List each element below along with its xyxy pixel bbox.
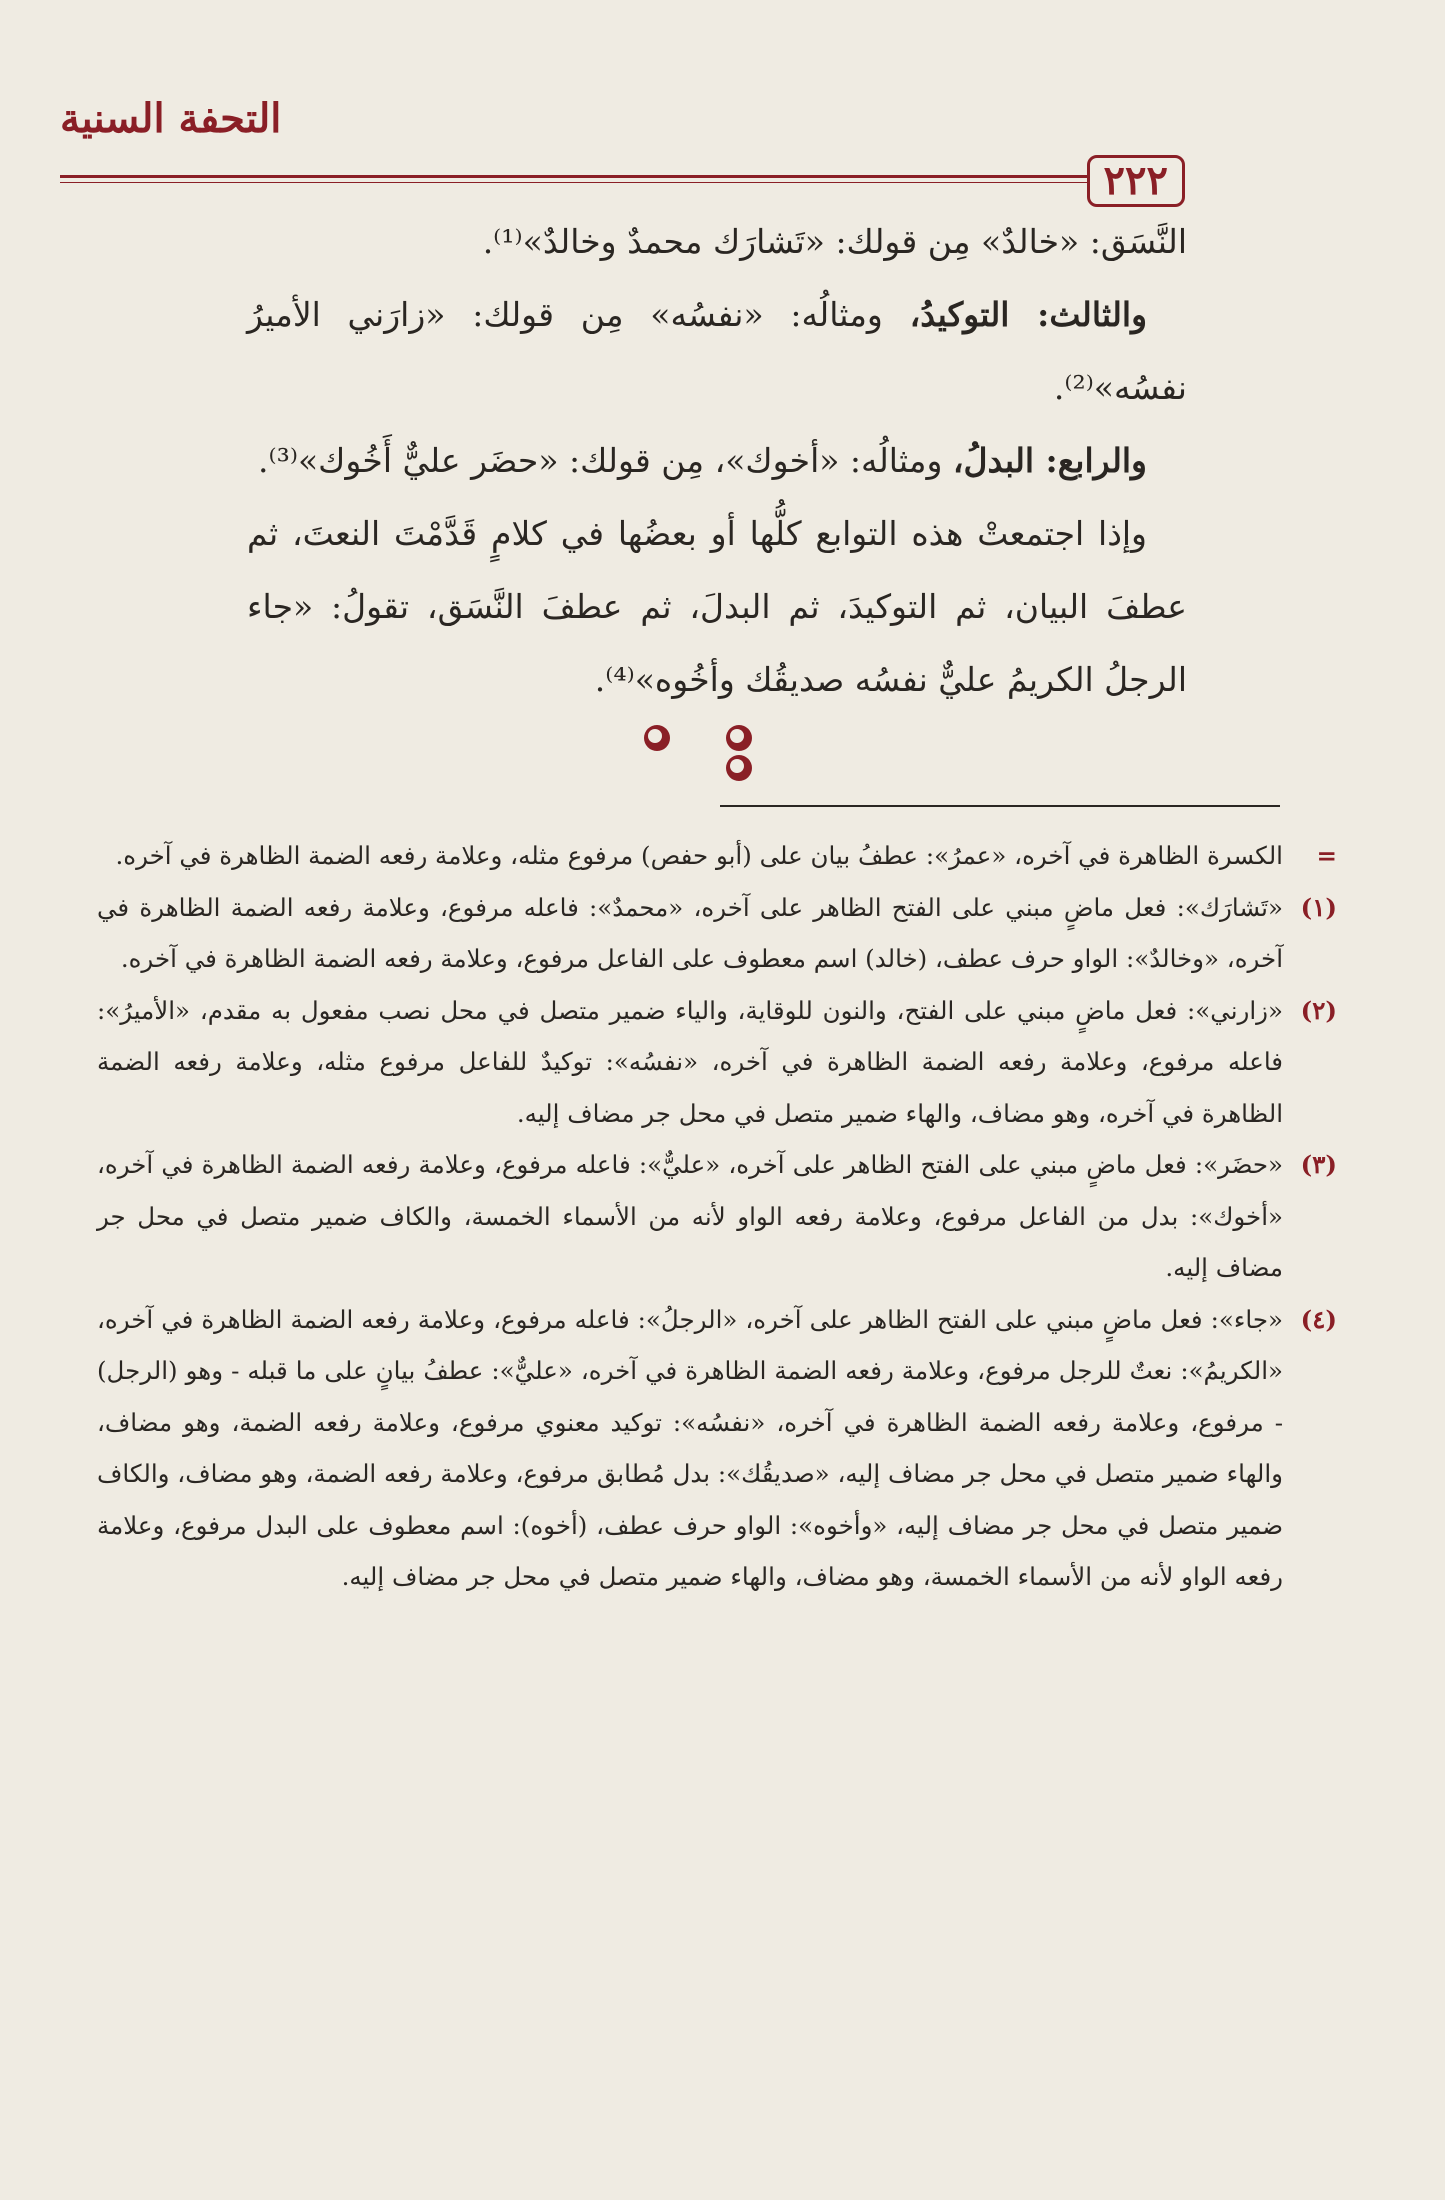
ornament-circle <box>644 725 670 751</box>
badal-text: ومثالُه: «أخوك»، مِن قولك: «حضَر عليٌّ أَخُوك»⁽³⁾. <box>258 441 953 480</box>
footnote-3 <box>97 1139 1337 1294</box>
footnote-text: «حضَر»: فعل ماضٍ مبني على الفتح الظاهر على آخره، «عليٌّ»: فاعله مرفوع، وعلامة رفعه الضمة الظاهرة في آخره، «أخوك»: بدل من الفاعل مرفوع، وعلامة رفعه الواو لأنه من الأسماء الخمسة، والكاف ضمير متصل في محل جر مضاف إليه. <box>97 1150 1283 1282</box>
footnote-rule <box>720 805 1280 807</box>
footnote-text: «تَشارَك»: فعل ماضٍ مبني على الفتح الظاهر على آخره، «محمدٌ»: فاعله مرفوع، وعلامة رفعه الضمة الظاهرة في آخره، «وخالدٌ»: الواو حرف عطف، (خالد) اسم معطوف على الفاعل مرفوع، وعلامة رفعه الضمة الظاهرة في آخره. <box>97 892 1283 973</box>
section-ornament <box>540 725 780 765</box>
paragraph-nasaq: النَّسَق: «خالدٌ» مِن قولك: «تَشارَك محمدٌ وخالدٌ»⁽¹⁾. <box>482 222 1187 261</box>
page-header <box>60 95 1185 204</box>
footnote-text: «زارني»: فعل ماضٍ مبني على الفتح، والنون للوقاية، والياء ضمير متصل في محل نصب مفعول به مقدم، «الأميرُ»: فاعله مرفوع، وعلامة رفعه الضمة الظاهرة في آخره، «نفسُه»: توكيدٌ للفاعل مرفوع مثله، وعلامة رفعه الضمة الظاهرة في آخره، وهو مضاف، والهاء ضمير متصل في محل جر مضاف إليه. <box>97 995 1283 1128</box>
tawkid-text: ومثالُه: «نفسُه» مِن قولك: «زارَني الأميرُ نفسُه»⁽²⁾. <box>247 295 1187 407</box>
paragraph-badal <box>247 424 1187 497</box>
footnote-text: الكسرة الظاهرة في آخره، «عمرُ»: عطفُ بيان على (أبو حفص) مرفوع مثله، وعلامة رفعه الضمة الظاهرة في آخره. <box>115 841 1283 870</box>
main-text <box>247 205 1187 716</box>
footnote-mark: = <box>1316 841 1337 870</box>
tawkid-heading: والثالث: التوكيدُ، <box>909 295 1147 334</box>
paragraph-order: وإذا اجتمعتْ هذه التوابع كلُّها أو بعضُها في كلامٍ قَدَّمْتَ النعتَ، ثم عطفَ البيان، ثم التوكيدَ، ثم البدلَ، ثم عطفَ النَّسَق، تقولُ: «جاء الرجلُ الكريمُ عليٌّ نفسُه صديقُك وأخُوه»⁽⁴⁾. <box>247 514 1187 699</box>
badal-heading: والرابع: البدلُ، <box>952 441 1147 480</box>
footnote-4 <box>97 1294 1337 1603</box>
paragraph-tawkid <box>247 278 1187 424</box>
header-rule <box>60 175 1185 183</box>
footnote-mark: (٢) <box>1300 995 1337 1025</box>
ornament-circle <box>726 725 752 751</box>
footnote-1 <box>97 882 1337 985</box>
footnotes <box>97 830 1337 1603</box>
footnote-mark: (٤) <box>1300 1304 1337 1334</box>
ornament-circle <box>726 755 752 781</box>
footnote-mark: (٣) <box>1300 1150 1337 1179</box>
footnote-2 <box>97 985 1337 1140</box>
footnote-continued <box>97 830 1337 882</box>
book-title: التحفة السنية <box>60 95 282 142</box>
page-number: ٢٢٢ <box>1087 155 1185 207</box>
footnote-mark: (١) <box>1300 892 1337 922</box>
footnote-text: «جاء»: فعل ماضٍ مبني على الفتح الظاهر على آخره، «الرجلُ»: فاعله مرفوع، وعلامة رفعه الضمة الظاهرة في آخره، «الكريمُ»: نعتٌ للرجل مرفوع، وعلامة رفعه الضمة الظاهرة في آخره، «عليٌّ»: عطفُ بيانٍ على ما قبله - وهو (الرجل) - مرفوع، وعلامة رفعه الضمة الظاهرة في آخره، «نفسُه»: توكيد معنوي مرفوع، وعلامة رفعه الضمة، وهو مضاف، والهاء ضمير متصل في محل جر مضاف إليه، «صديقُك»: بدل مُطابق مرفوع، وعلامة رفعه الضمة، وهو مضاف، والكاف ضمير متصل في محل جر مضاف إليه، «وأخوه»: الواو حرف عطف، (أخوه): اسم معطوف على البدل مرفوع، وعلامة رفعه الواو لأنه من الأسماء الخمسة، وهو مضاف، والهاء ضمير متصل في محل جر مضاف إليه. <box>97 1304 1283 1591</box>
